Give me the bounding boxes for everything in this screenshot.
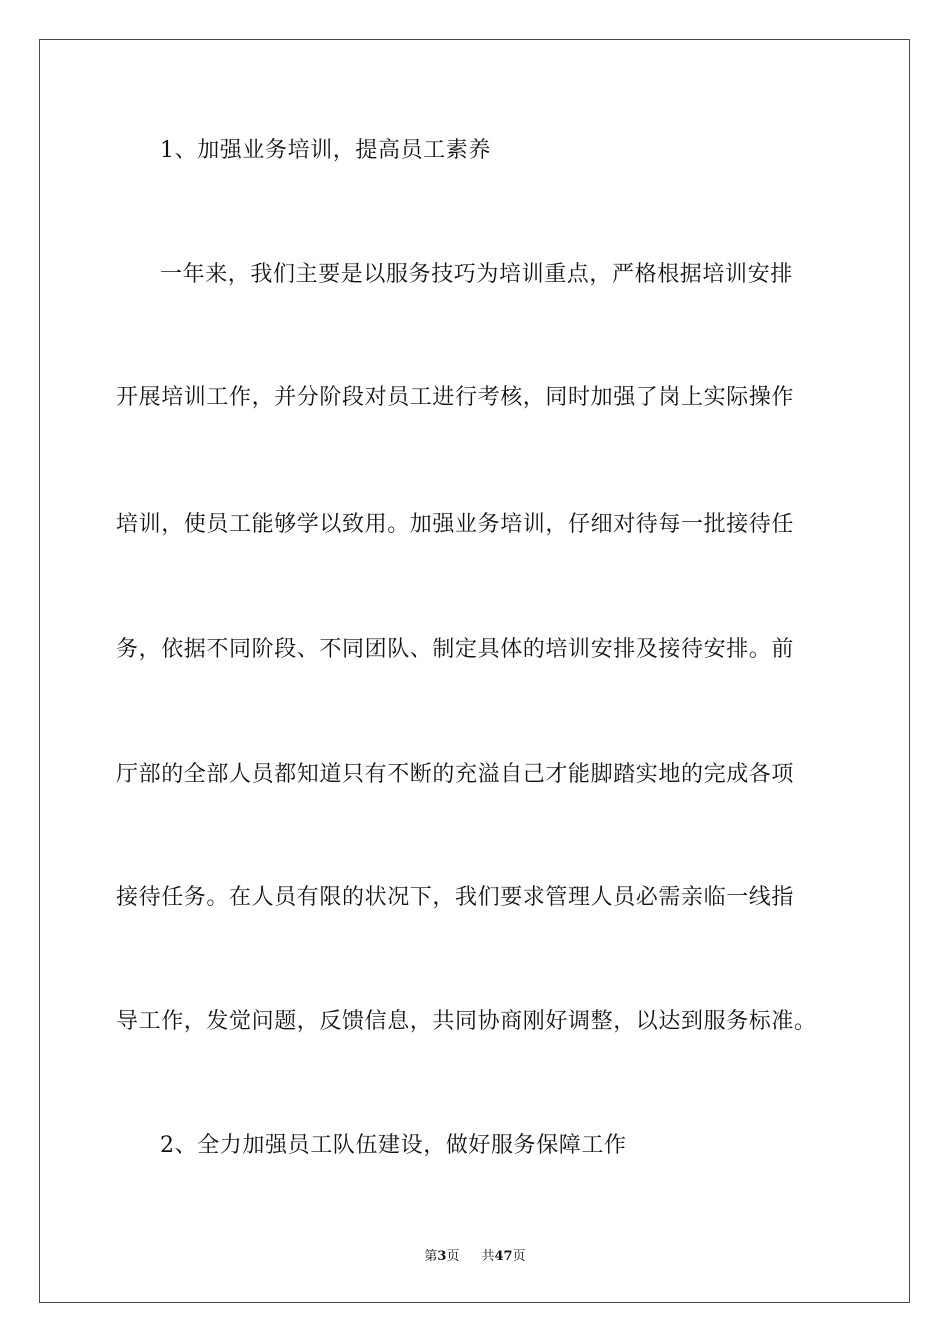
page-suffix: 页 — [446, 1249, 460, 1264]
total-pages: 47 — [494, 1249, 513, 1264]
paragraph-line-2: 开展培训工作，并分阶段对员工进行考核，同时加强了岗上实际操作 — [116, 385, 795, 410]
paragraph-line-6: 接待任务。在人员有限的状况下，我们要求管理人员必需亲临一线指 — [116, 885, 795, 910]
paragraph-line-5: 厅部的全部人员都知道只有不断的充溢自己才能脚踏实地的完成各项 — [116, 762, 795, 787]
heading-section-2: 2、全力加强员工队伍建设，做好服务保障工作 — [160, 1133, 627, 1158]
paragraph-line-4: 务，依据不同阶段、不同团队、制定具体的培训安排及接待安排。前 — [116, 637, 795, 662]
page-border — [39, 39, 910, 1303]
page-number: 3 — [437, 1249, 447, 1264]
page-prefix: 第 — [424, 1249, 438, 1264]
paragraph-line-7: 导工作，发觉问题，反馈信息，共同协商刚好调整，以达到服务标准。 — [116, 1009, 817, 1034]
page-footer — [0, 1248, 950, 1266]
total-prefix: 共 — [481, 1249, 495, 1264]
heading-section-1: 1、加强业务培训，提高员工素养 — [160, 138, 491, 163]
paragraph-line-1: 一年来，我们主要是以服务技巧为培训重点，严格根据培训安排 — [160, 262, 793, 287]
paragraph-line-3: 培训，使员工能够学以致用。加强业务培训，仔细对待每一批接待任 — [116, 512, 795, 537]
total-suffix: 页 — [512, 1249, 526, 1264]
